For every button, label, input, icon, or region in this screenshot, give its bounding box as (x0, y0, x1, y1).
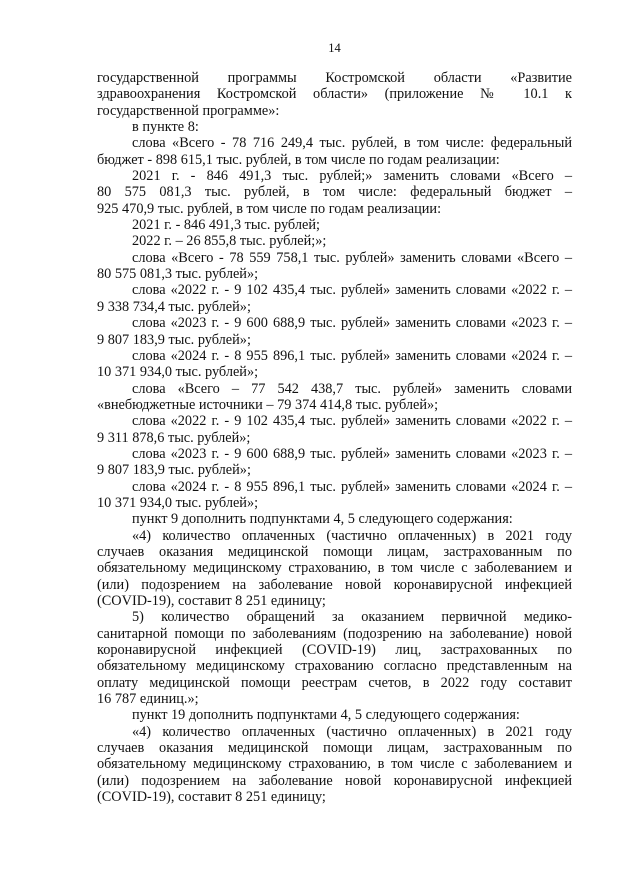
text-line: слова «Всего – 77 542 438,7 тыс. рублей» заменить словами (132, 380, 572, 397)
text-line: слова «Всего - 78 716 249,4 тыс. рублей, в том числе: федеральный (132, 135, 572, 152)
text-line: 2021 г. - 846 491,3 тыс. рублей; (132, 217, 320, 234)
text-line: государственной программе»: (97, 102, 280, 119)
text-line: 80 575 081,3 тыс. рублей, в том числе: федеральный бюджет – (97, 184, 572, 201)
text-line: слова «2022 г. - 9 102 435,4 тыс. рублей» заменить словами «2022 г. – (132, 282, 572, 299)
text-line: 10 371 934,0 тыс. рублей»; (97, 494, 259, 511)
document-body (97, 70, 572, 805)
text-line: 5) количество обращений за оказанием первичной медико- (132, 609, 572, 626)
text-line: слова «2024 г. - 8 955 896,1 тыс. рублей» заменить словами «2024 г. – (132, 347, 572, 364)
text-line: пункт 19 дополнить подпунктами 4, 5 следующего содержания: (132, 707, 520, 724)
text-line: в пункте 8: (132, 119, 199, 136)
text-line: коронавирусной инфекцией (COVID-19) лиц, застрахованных по (97, 642, 572, 659)
text-line: оплату медицинской помощи реестрам счетов, в 2022 году составит (97, 674, 572, 691)
text-line: обязательному медицинскому страхованию, в том числе с заболеванием и (97, 756, 572, 773)
text-line: 9 807 183,9 тыс. рублей»; (97, 331, 251, 348)
page-number: 14 (328, 41, 341, 55)
text-line: (или) подозрением на заболевание новой коронавирусной инфекцией (97, 772, 572, 789)
text-line: «4) количество оплаченных (частично оплаченных) в 2021 году (132, 527, 572, 544)
text-line: 10 371 934,0 тыс. рублей»; (97, 364, 259, 381)
text-line: 925 470,9 тыс. рублей, в том числе по годам реализации: (97, 200, 442, 217)
text-line: слова «2023 г. - 9 600 688,9 тыс. рублей» заменить словами «2023 г. – (132, 315, 572, 332)
text-line: пункт 9 дополнить подпунктами 4, 5 следующего содержания: (132, 511, 513, 528)
text-line: обязательному медицинскому страхованию, в том числе с заболеванием и (97, 560, 572, 577)
text-line: санитарной помощи по заболеваниям (подозрению на заболевание) новой (97, 625, 572, 642)
text-line: 2021 г. - 846 491,3 тыс. рублей;» заменить словами «Всего – (132, 168, 572, 185)
text-line: слова «2023 г. - 9 600 688,9 тыс. рублей» заменить словами «2023 г. – (132, 445, 572, 462)
text-line: здравоохранения Костромской области» (приложение № 10.1 к (97, 86, 572, 103)
text-line: слова «Всего - 78 559 758,1 тыс. рублей» заменить словами «Всего – (132, 249, 572, 266)
text-line: случаев оказания медицинской помощи лицам, застрахованным по (97, 543, 572, 560)
text-line: государственной программы Костромской области «Развитие (97, 70, 572, 86)
text-line: бюджет - 898 615,1 тыс. рублей, в том числе по годам реализации: (97, 151, 500, 168)
text-line: слова «2022 г. - 9 102 435,4 тыс. рублей» заменить словами «2022 г. – (132, 413, 572, 430)
text-line: «4) количество оплаченных (частично оплаченных) в 2021 году (132, 723, 572, 740)
text-line: 16 787 единиц.»; (97, 691, 199, 708)
text-line: 9 807 183,9 тыс. рублей»; (97, 462, 251, 479)
text-line: (или) подозрением на заболевание новой коронавирусной инфекцией (97, 576, 572, 593)
text-line: (COVID-19), составит 8 251 единицу; (97, 593, 326, 609)
text-line: случаев оказания медицинской помощи лицам, застрахованным по (97, 740, 572, 757)
text-line: слова «2024 г. - 8 955 896,1 тыс. рублей» заменить словами «2024 г. – (132, 478, 572, 495)
text-line: 2022 г. – 26 855,8 тыс. рублей;»; (132, 233, 327, 250)
text-line: «внебюджетные источники – 79 374 414,8 тыс. рублей»; (97, 396, 439, 413)
text-line: 9 311 878,6 тыс. рублей»; (97, 429, 251, 446)
text-line: 9 338 734,4 тыс. рублей»; (97, 298, 251, 315)
text-line: (COVID-19), составит 8 251 единицу; (97, 789, 326, 806)
text-line: 80 575 081,3 тыс. рублей»; (97, 266, 259, 283)
text-line: обязательному медицинскому страхованию согласно представленным на (97, 658, 572, 675)
